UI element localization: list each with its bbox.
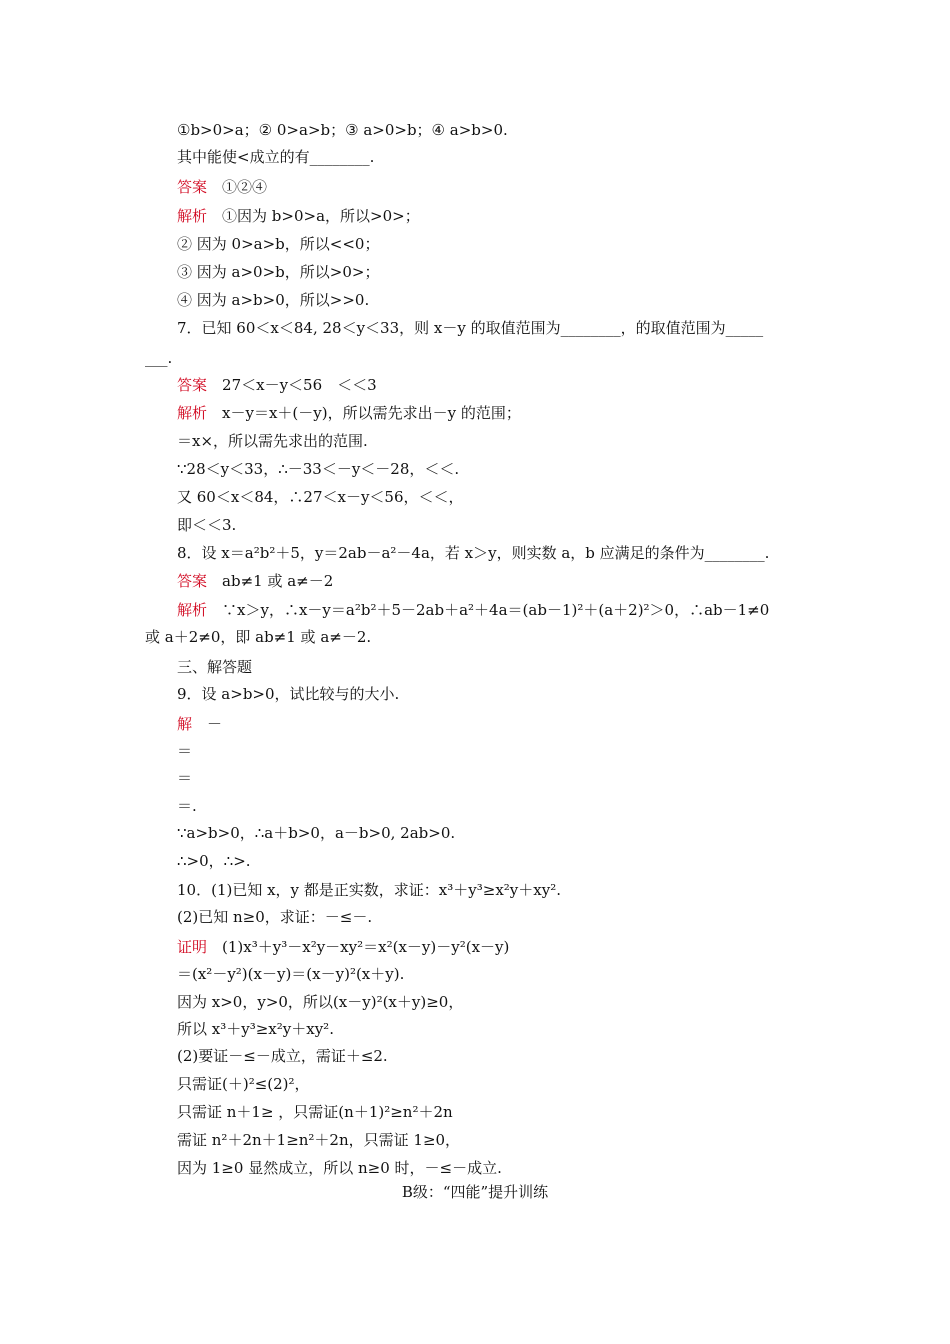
text-line [177, 851, 251, 871]
text-line [177, 1102, 453, 1122]
text-line [177, 177, 267, 197]
text-line [177, 375, 377, 395]
text-line [177, 1074, 310, 1094]
text-line [177, 318, 763, 338]
answer-label: 解析 [177, 601, 208, 619]
text-line [177, 657, 252, 677]
answer-label: 答案 [177, 376, 208, 394]
text-line [177, 1019, 334, 1039]
text-line [177, 992, 463, 1012]
line-text: ∴>0，∴>. [177, 852, 251, 870]
line-text: 10．(1)已知 x，y 都是正实数，求证：x³＋y³≥x²y＋xy². [177, 881, 561, 899]
line-text: 因为 x>0，y>0，所以(x－y)²(x＋y)≥0， [177, 993, 464, 1011]
text-line [177, 823, 455, 843]
text-line [177, 741, 192, 761]
line-text: 所以 x³＋y³≥x²y＋xy². [177, 1020, 334, 1038]
line-text: 只需证(＋)²≤(2)²， [177, 1075, 310, 1093]
line-text: ①b>0>a；② 0>a>b；③ a>0>b；④ a>b>0. [177, 121, 508, 139]
text-line [177, 714, 222, 734]
text-line [177, 796, 197, 816]
line-text: 又 60＜x＜84，∴27＜x－y＜56，＜＜， [177, 488, 464, 506]
line-text: 需证 n²＋2n＋1≥n²＋2n，只需证 1≥0， [177, 1131, 461, 1149]
line-text: ∵a>b>0，∴a＋b>0，a－b>0, 2ab>0. [177, 824, 456, 842]
line-text: (1)x³＋y³－x²y－xy²＝x²(x－y)－y²(x－y) [222, 938, 510, 956]
line-text: ①因为 b>0>a，所以>0>； [222, 207, 420, 225]
line-text: 8．设 x＝a²b²＋5，y＝2ab－a²－4a，若 x＞y，则实数 a，b 应满足的条件为________. [177, 544, 770, 562]
text-line [177, 1158, 502, 1178]
answer-label: 解 [177, 715, 193, 733]
line-text: ab≠1 或 a≠－2 [222, 572, 334, 590]
text-line [177, 515, 236, 535]
text-line [177, 403, 521, 423]
text-line [177, 880, 561, 900]
line-text: ④ 因为 a>b>0，所以>>0. [177, 291, 370, 309]
line-text: x－y＝x＋(－y)，所以需先求出－y 的范围； [222, 404, 521, 422]
text-line [177, 964, 404, 984]
line-text: 因为 1≥0 显然成立，所以 n≥0 时，－≤－成立. [177, 1159, 502, 1177]
line-text: ＝ [177, 769, 193, 787]
line-text: ①②④ [222, 178, 268, 196]
text-line [177, 120, 508, 140]
line-text: 27＜x－y＜56 ＜＜3 [222, 376, 377, 394]
line-text: ＝. [177, 797, 197, 815]
text-line [177, 937, 509, 957]
line-text: ∵28＜y＜33，∴－33＜－y＜－28，＜＜. [177, 460, 460, 478]
text-line [177, 1046, 388, 1066]
line-text: 9．设 a>b>0，试比较与的大小. [177, 685, 400, 703]
answer-label: 证明 [177, 938, 208, 956]
text-line [177, 234, 379, 254]
line-text: 7．已知 60＜x＜84, 28＜y＜33，则 x－y 的取值范围为________，的取值范围为_____ [177, 319, 764, 337]
text-line [145, 348, 172, 368]
line-text: ∵x＞y，∴x－y＝a²b²＋5－2ab＋a²＋4a＝(ab－1)²＋(a＋2)²＞0，∴ab－1≠0 [222, 601, 770, 619]
line-text: (2)要证－≤－成立，需证＋≤2. [177, 1047, 388, 1065]
line-text: 三、解答题 [177, 658, 253, 676]
text-line [177, 571, 333, 591]
text-line [177, 600, 769, 620]
text-line [177, 543, 769, 563]
text-line [177, 431, 368, 451]
text-line [177, 768, 192, 788]
text-line [177, 290, 369, 310]
line-text: ___. [145, 349, 173, 367]
text-line [177, 684, 399, 704]
line-text: 即＜＜3. [177, 516, 237, 534]
answer-label: 答案 [177, 572, 208, 590]
text-line [177, 147, 374, 167]
line-text: ② 因为 0>a>b，所以<<0； [177, 235, 380, 253]
line-text: 其中能使<成立的有________. [177, 148, 375, 166]
text-line [177, 206, 420, 226]
text-line [145, 627, 371, 647]
answer-label: 解析 [177, 404, 208, 422]
line-text: (2)已知 n≥0，求证：－≤－. [177, 908, 373, 926]
text-line [177, 1130, 460, 1150]
line-text: ＝ [177, 742, 193, 760]
line-text: ＝(x²－y²)(x－y)＝(x－y)²(x＋y). [177, 965, 405, 983]
line-text: ③ 因为 a>0>b，所以>0>； [177, 263, 380, 281]
text-line [177, 262, 379, 282]
answer-label: 答案 [177, 178, 208, 196]
text-line [177, 487, 464, 507]
text-line [177, 907, 372, 927]
line-text: 或 a＋2≠0，即 ab≠1 或 a≠－2. [145, 628, 372, 646]
text-line [177, 459, 459, 479]
line-text: 只需证 n＋1≥ ，只需证(n＋1)²≥n²＋2n [177, 1103, 453, 1121]
section-heading: B级：“四能”提升训练 [401, 1183, 549, 1201]
line-text: ＝x×，所以需先求出的范围. [177, 432, 368, 450]
answer-label: 解析 [177, 207, 208, 225]
line-text: － [207, 715, 223, 733]
